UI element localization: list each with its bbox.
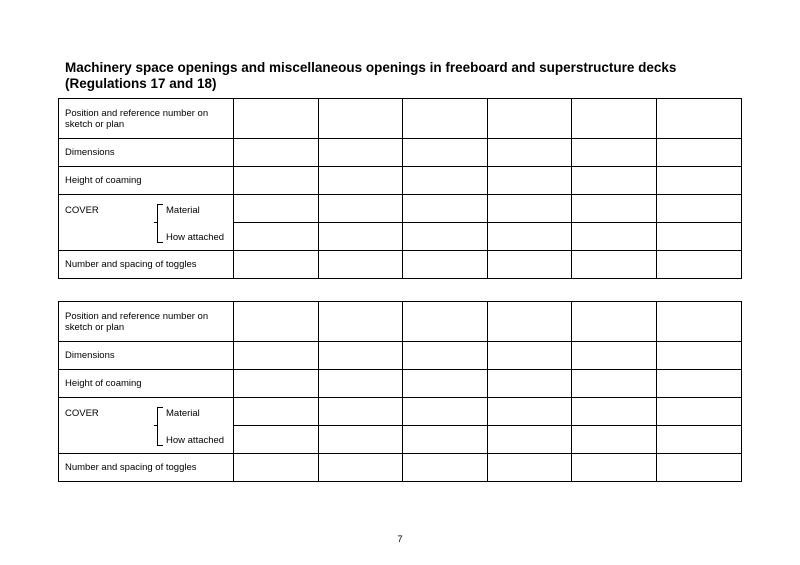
entry-cell[interactable] [487,139,572,167]
entry-cell[interactable] [318,251,403,279]
entry-cell[interactable] [234,302,319,342]
entry-cell[interactable] [656,342,741,370]
entry-cell[interactable] [487,302,572,342]
entry-cell[interactable] [487,426,572,454]
entry-cell[interactable] [318,223,403,251]
entry-cell[interactable] [572,398,657,426]
entry-cell[interactable] [403,99,488,139]
dimensions-row [59,342,742,370]
entry-cell[interactable] [403,223,488,251]
entry-cell[interactable] [318,454,403,482]
entry-cell[interactable] [234,195,319,223]
entry-cell[interactable] [234,139,319,167]
material-label: Material [166,408,200,419]
entry-cell[interactable] [318,398,403,426]
entry-cell[interactable] [572,99,657,139]
how-attached-label: How attached [166,435,225,446]
dimensions-label: Dimensions [59,342,234,370]
entry-cell[interactable] [403,454,488,482]
title-line-2: (Regulations 17 and 18) [65,76,217,91]
entry-cell[interactable] [656,398,741,426]
position-row [59,302,742,342]
page-number: 7 [397,534,403,545]
entry-cell[interactable] [234,398,319,426]
entry-cell[interactable] [487,195,572,223]
entry-cell[interactable] [403,398,488,426]
entry-cell[interactable] [403,302,488,342]
entry-cell[interactable] [656,223,741,251]
coaming-label: Height of coaming [59,167,234,195]
toggles-row [59,251,742,279]
entry-cell[interactable] [487,370,572,398]
coaming-row [59,370,742,398]
entry-cell[interactable] [656,251,741,279]
entry-cell[interactable] [318,426,403,454]
entry-cell[interactable] [318,167,403,195]
position-row [59,99,742,139]
dimensions-label: Dimensions [59,139,234,167]
entry-cell[interactable] [403,167,488,195]
entry-cell[interactable] [572,426,657,454]
entry-cell[interactable] [572,454,657,482]
entry-cell[interactable] [234,99,319,139]
how-attached-label: How attached [166,232,225,243]
entry-cell[interactable] [487,251,572,279]
entry-cell[interactable] [656,167,741,195]
entry-cell[interactable] [487,223,572,251]
entry-cell[interactable] [656,139,741,167]
entry-cell[interactable] [572,302,657,342]
page-title [65,60,765,92]
openings-table-1 [58,98,742,279]
material-label: Material [166,205,200,216]
dimensions-row [59,139,742,167]
entry-cell[interactable] [572,342,657,370]
entry-cell[interactable] [572,195,657,223]
entry-cell[interactable] [403,426,488,454]
cover-material-row [59,398,742,426]
entry-cell[interactable] [234,251,319,279]
entry-cell[interactable] [318,99,403,139]
bracket-tick-mark [154,425,157,426]
entry-cell[interactable] [234,454,319,482]
coaming-row [59,167,742,195]
bracket-tick-mark [154,222,157,223]
entry-cell[interactable] [234,370,319,398]
entry-cell[interactable] [656,99,741,139]
cover-label-cell [59,195,234,251]
entry-cell[interactable] [403,139,488,167]
entry-cell[interactable] [234,223,319,251]
bracket-mark [157,407,163,446]
entry-cell[interactable] [487,99,572,139]
position-label: Position and reference number on sketch or plan [59,99,234,139]
entry-cell[interactable] [572,251,657,279]
cover-label: COVER [65,408,99,419]
entry-cell[interactable] [403,370,488,398]
toggles-row [59,454,742,482]
bracket-mark [157,204,163,243]
cover-label-cell [59,398,234,454]
entry-cell[interactable] [656,370,741,398]
title-line-1: Machinery space openings and miscellaneous openings in freeboard and superstructure decks [65,60,677,75]
position-label: Position and reference number on sketch or plan [59,302,234,342]
coaming-label: Height of coaming [59,370,234,398]
entry-cell[interactable] [318,195,403,223]
entry-cell[interactable] [656,195,741,223]
entry-cell[interactable] [487,342,572,370]
entry-cell[interactable] [656,302,741,342]
entry-cell[interactable] [318,370,403,398]
entry-cell[interactable] [318,302,403,342]
entry-cell[interactable] [572,370,657,398]
entry-cell[interactable] [403,342,488,370]
entry-cell[interactable] [487,398,572,426]
entry-cell[interactable] [318,139,403,167]
entry-cell[interactable] [572,223,657,251]
entry-cell[interactable] [234,426,319,454]
entry-cell[interactable] [234,342,319,370]
openings-table-2 [58,301,742,482]
toggles-label: Number and spacing of toggles [59,454,234,482]
entry-cell[interactable] [487,167,572,195]
cover-label: COVER [65,205,99,216]
toggles-label: Number and spacing of toggles [59,251,234,279]
entry-cell[interactable] [234,167,319,195]
entry-cell[interactable] [656,454,741,482]
entry-cell[interactable] [572,139,657,167]
entry-cell[interactable] [487,454,572,482]
cover-material-row [59,195,742,223]
entry-cell[interactable] [656,426,741,454]
entry-cell[interactable] [403,195,488,223]
entry-cell[interactable] [572,167,657,195]
entry-cell[interactable] [318,342,403,370]
entry-cell[interactable] [403,251,488,279]
